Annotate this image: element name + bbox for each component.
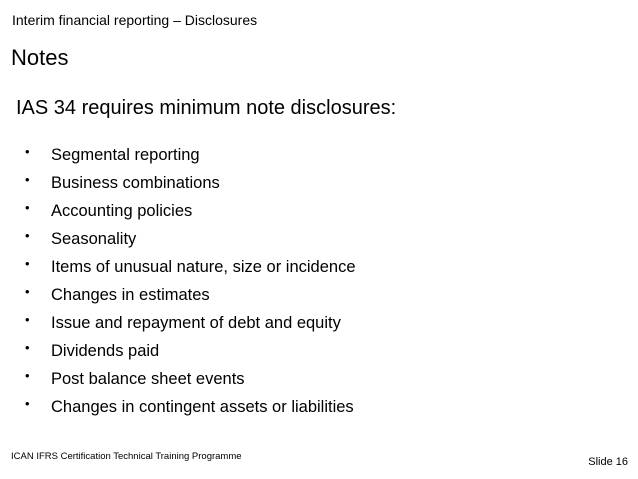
bullet-list [24, 141, 356, 421]
bullet-icon: • [25, 340, 30, 355]
bullet-icon: • [25, 284, 30, 299]
list-item-text: Segmental reporting [51, 146, 200, 164]
list-item [24, 197, 356, 225]
list-item-text: Dividends paid [51, 342, 160, 360]
footer-programme: ICAN IFRS Certification Technical Training Programme [11, 451, 242, 462]
bullet-icon: • [25, 256, 30, 271]
list-item [24, 281, 356, 309]
bullet-icon: • [25, 396, 30, 411]
bullet-icon: • [25, 172, 30, 187]
slide-number: Slide 16 [588, 456, 628, 468]
list-item [24, 309, 356, 337]
bullet-icon: • [25, 312, 30, 327]
list-item-text: Changes in contingent assets or liabilities [51, 398, 354, 416]
list-item-text: Issue and repayment of debt and equity [51, 314, 341, 332]
bullet-icon: • [25, 228, 30, 243]
list-item-text: Post balance sheet events [51, 370, 245, 388]
list-item [24, 365, 356, 393]
list-item [24, 337, 356, 365]
list-item-text: Seasonality [51, 230, 137, 248]
list-item [24, 253, 356, 281]
section-title: Notes [11, 45, 69, 70]
bullet-icon: • [25, 368, 30, 383]
bullet-icon: • [25, 200, 30, 215]
list-item-text: Business combinations [51, 174, 220, 192]
list-item-text: Changes in estimates [51, 286, 210, 304]
header-title: Interim financial reporting – Disclosures [12, 12, 258, 28]
list-item-text: Accounting policies [51, 202, 193, 220]
list-item [24, 225, 356, 253]
list-item [24, 141, 356, 169]
bullet-icon: • [25, 144, 30, 159]
list-item [24, 393, 356, 421]
intro-text: IAS 34 requires minimum note disclosures: [16, 97, 397, 119]
list-item-text: Items of unusual nature, size or incidence [51, 258, 356, 276]
list-item [24, 169, 356, 197]
